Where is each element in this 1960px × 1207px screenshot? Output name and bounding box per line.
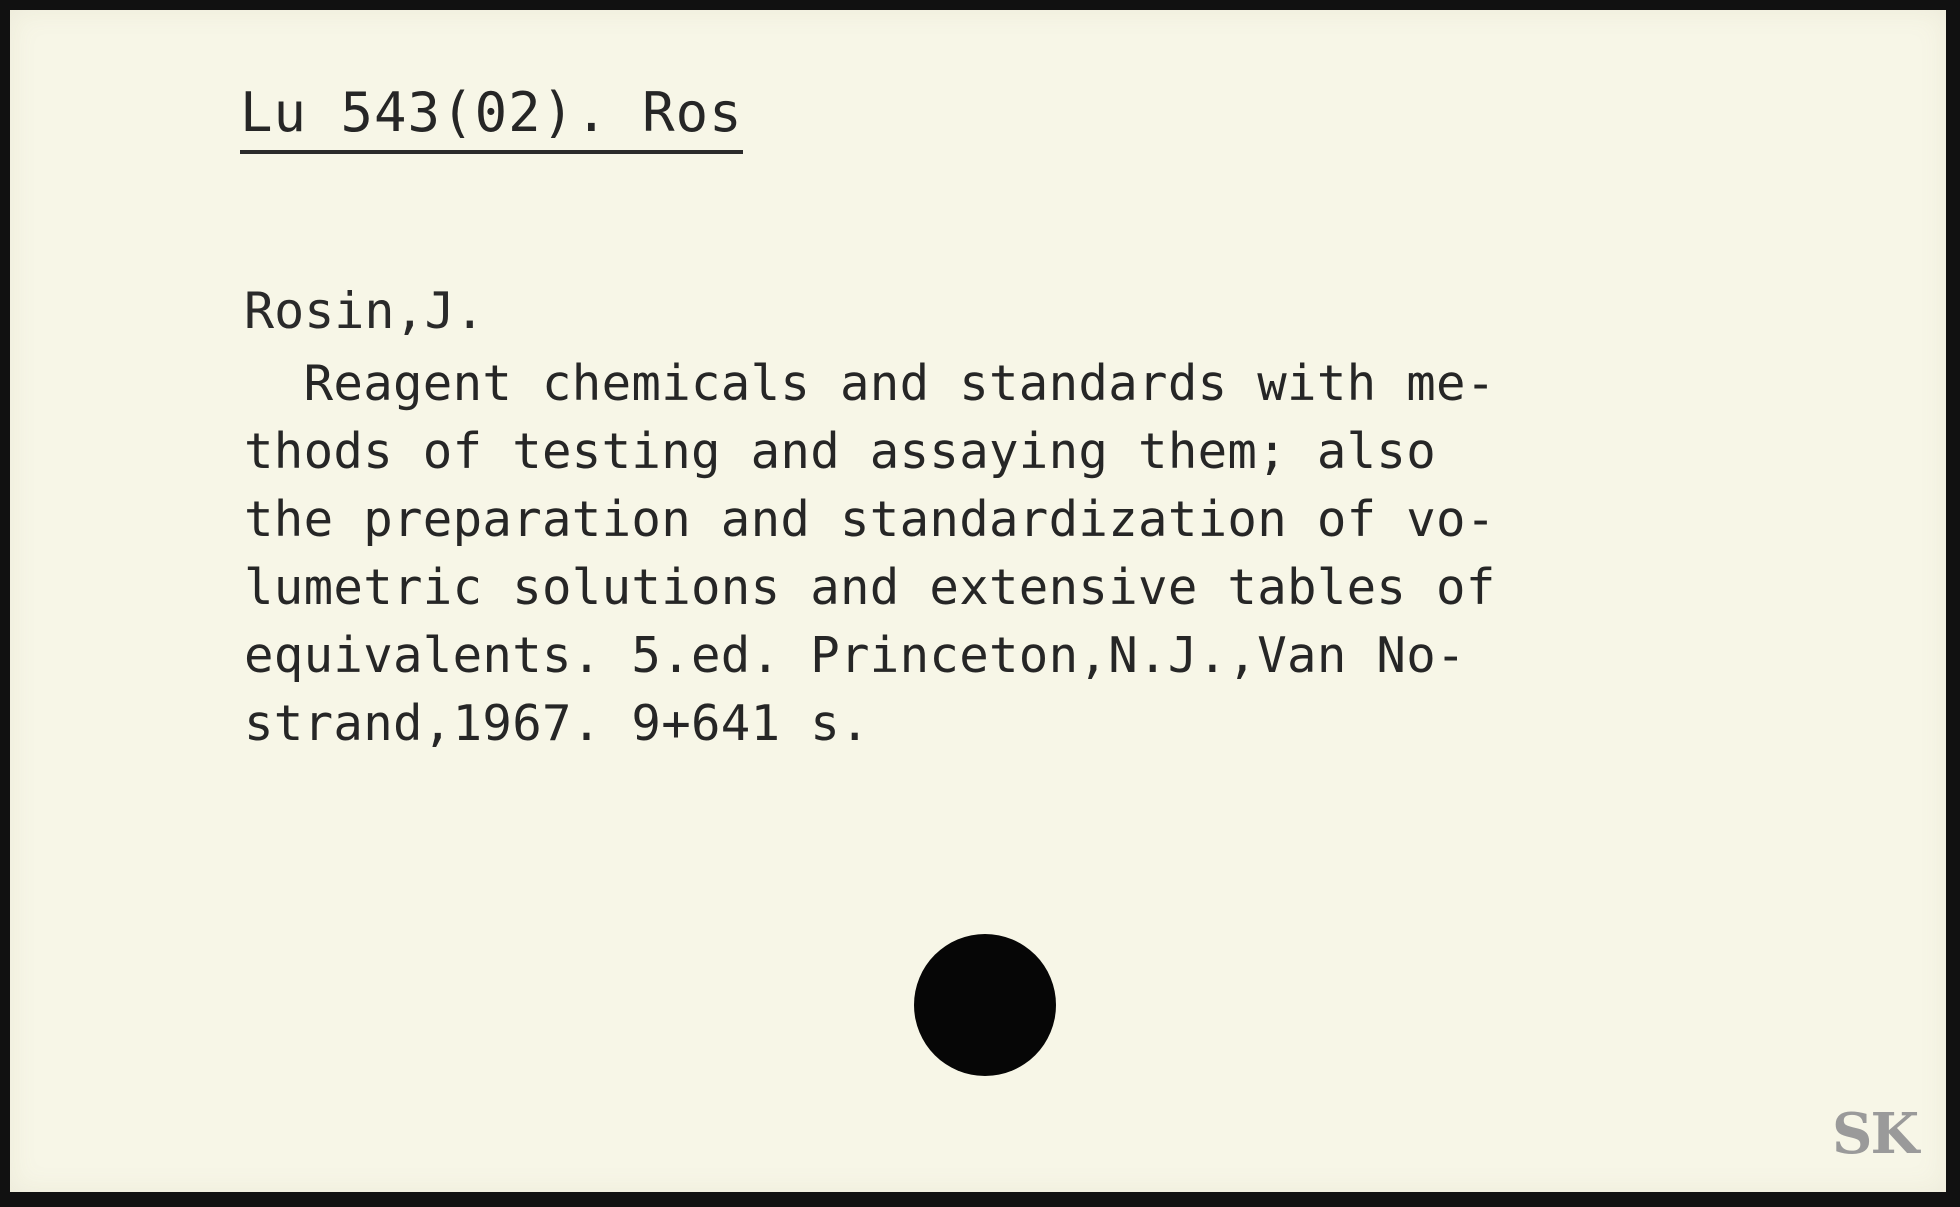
bibliographic-entry [244, 350, 1496, 758]
catalog-card [10, 10, 1946, 1192]
entry-line: thods of testing and assaying them; also [244, 423, 1437, 480]
library-stamp: SK [1832, 1101, 1918, 1167]
entry-line: Reagent chemicals and standards with me- [244, 355, 1496, 412]
entry-line: equivalents. 5.ed. Princeton,N.J.,Van No- [244, 627, 1466, 684]
entry-line: lumetric solutions and extensive tables of [244, 559, 1496, 616]
entry-line: strand,1967. 9+641 s. [244, 695, 870, 752]
author-heading: Rosin,J. [244, 282, 485, 340]
entry-line: the preparation and standardization of vo- [244, 491, 1496, 548]
punch-hole [914, 934, 1056, 1076]
call-number: Lu 543(02). Ros [240, 78, 743, 154]
